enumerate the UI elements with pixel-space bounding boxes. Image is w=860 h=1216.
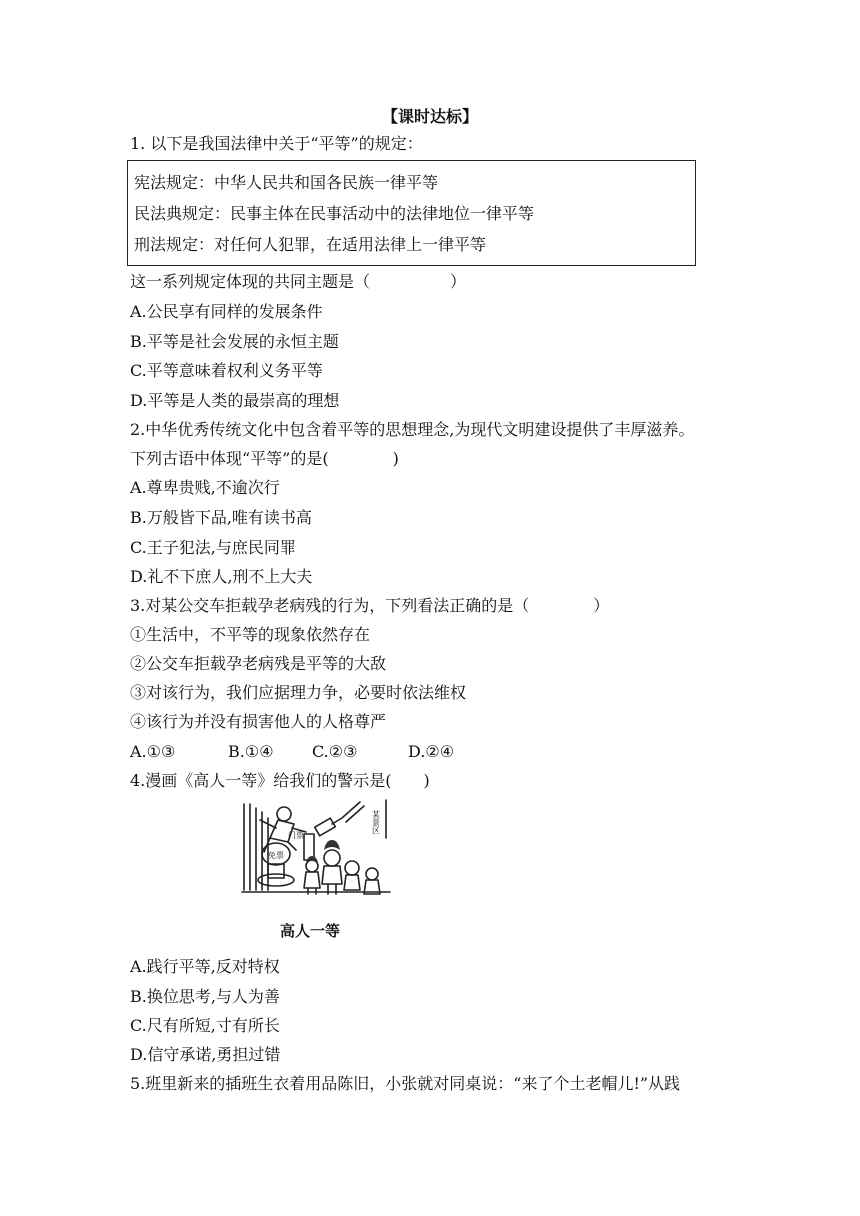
q1-option-b: B.平等是社会发展的永恒主题 [130,332,339,351]
q3-stem: 3.对某公交车拒载孕老病残的行为，下列看法正确的是（ ） [130,596,610,615]
q3-statement-2: ②公交车拒载孕老病残是平等的大敌 [130,654,387,673]
q1-box-line: 刑法规定：对任何人犯罪，在适用法律上一律平等 [134,235,487,254]
q4-option-c: C.尺有所短,寸有所长 [130,1016,280,1035]
q2-stem-line1: 2.中华优秀传统文化中包含着平等的思想理念,为现代文明建设提供了丰厚滋养。 [130,420,695,439]
q4-stem: 4.漫画《高人一等》给我们的警示是( ) [130,771,430,790]
q1-box-line: 宪法规定：中华人民共和国各民族一律平等 [134,173,439,192]
cartoon-image [240,798,392,904]
q2-stem-line2: 下列古语中体现“平等”的是( ) [130,449,399,468]
q2-option-c: C.王子犯法,与庶民同罪 [130,538,296,557]
q2-option-b: B.万般皆下品,唯有读书高 [130,508,312,527]
q5-stem: 5.班里新来的插班生衣着用品陈旧，小张就对同桌说：“来了个土老帽儿!”从践 [130,1074,681,1093]
q2-option-d: D.礼不下庶人,刑不上大夫 [130,567,313,586]
q3-option-b: B.①④ [228,742,274,761]
cartoon-sign-label: 某景区 [371,810,381,834]
q1-question: 这一系列规定体现的共同主题是（ ） [130,272,467,291]
section-title: 【课时达标】 [381,107,478,126]
q4-option-d: D.信守承诺,勇担过错 [130,1045,281,1064]
q3-options [130,742,454,762]
q3-option-d: D.②④ [408,742,455,761]
q1-option-d: D.平等是人类的最崇高的理想 [130,391,340,410]
q3-statement-3: ③对该行为，我们应据理力争，必要时依法维权 [130,683,467,702]
q3-statement-1: ①生活中，不平等的现象依然存在 [130,625,371,644]
q1-option-c: C.平等意味着权利义务平等 [130,361,323,380]
q2-option-a: A.尊卑贵贱,不逾次行 [130,478,280,497]
q3-statement-4: ④该行为并没有损害他人的人格尊严 [130,712,387,731]
q1-law-box [127,160,696,266]
q3-option-a: A.①③ [130,742,176,761]
q4-option-a: A.践行平等,反对特权 [130,957,280,976]
q4-option-b: B.换位思考,与人为善 [130,987,280,1006]
q3-option-c: C.②③ [312,742,358,761]
cartoon-caption: 高人一等 [279,922,340,940]
q1-option-a: A.公民享有同样的发展条件 [130,302,323,321]
cartoon-stamp-label: 免票 [268,851,284,860]
q1-box-line: 民法典规定：民事主体在民事活动中的法律地位一律平等 [134,204,535,223]
cartoon-ticket-label: 门票 [288,831,304,840]
q1-stem: 1. 以下是我国法律中关于“平等”的规定： [130,134,423,153]
